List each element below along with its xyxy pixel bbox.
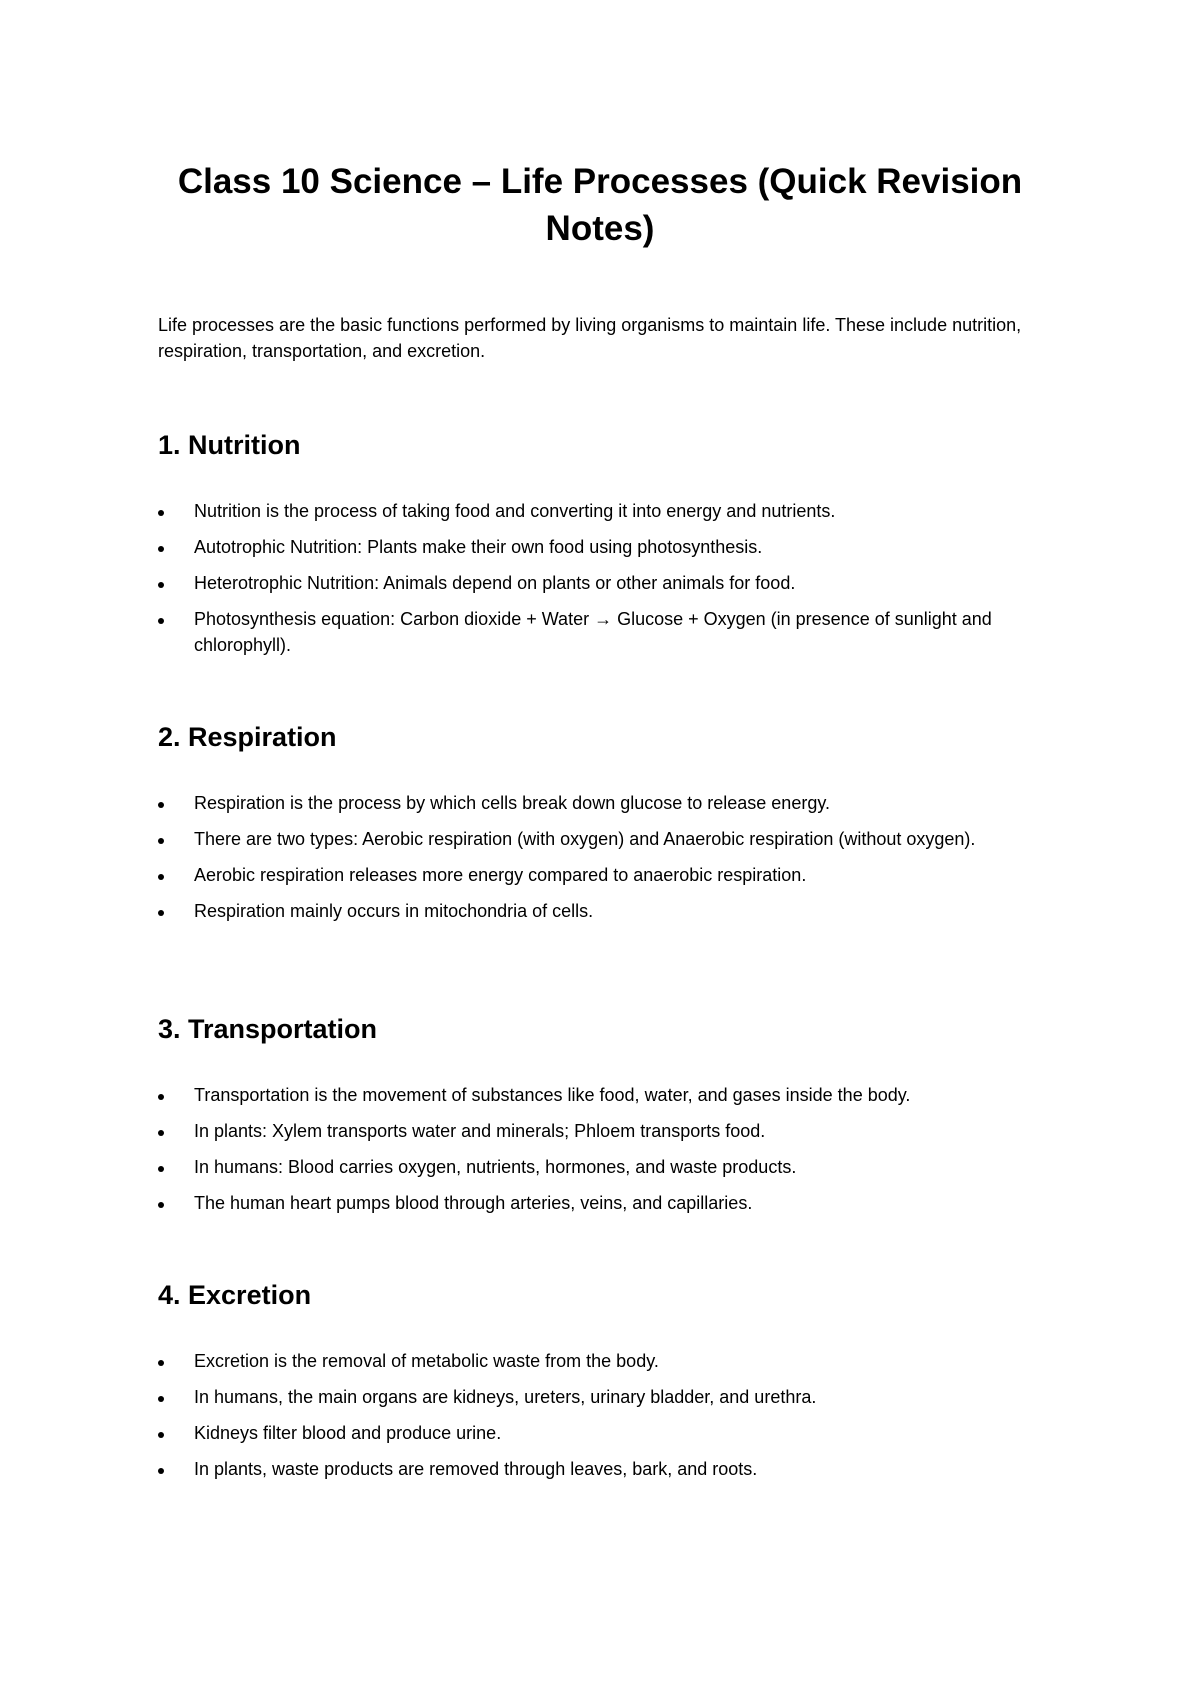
- bullet-icon: [158, 874, 164, 880]
- bullet-icon: [158, 802, 164, 808]
- section-heading: 4. Excretion: [158, 1280, 312, 1310]
- bullet-icon: [158, 1468, 164, 1474]
- list-item: [158, 534, 1058, 560]
- bullet-list: [158, 1348, 1058, 1492]
- bullet-list: [158, 1082, 1058, 1226]
- list-item-text: In humans, the main organs are kidneys, ureters, urinary bladder, and urethra.: [194, 1387, 817, 1407]
- list-item: [158, 1384, 1058, 1410]
- list-item: [158, 862, 1058, 888]
- bullet-icon: [158, 510, 164, 516]
- list-item-text: Heterotrophic Nutrition: Animals depend on plants or other animals for food.: [194, 573, 796, 593]
- intro-paragraph: Life processes are the basic functions performed by living organisms to maintain life. These include nutrition, respiration, transportation, and excretion.: [158, 315, 1022, 361]
- section-heading: 1. Nutrition: [158, 430, 301, 460]
- list-item: [158, 498, 1058, 524]
- list-item: [158, 826, 1058, 852]
- list-item: [158, 1190, 1058, 1216]
- section-respiration: [158, 720, 1058, 921]
- page-title: Class 10 Science – Life Processes (Quick Revision Notes): [177, 162, 1023, 248]
- bullet-icon: [158, 1396, 164, 1402]
- section-heading: 2. Respiration: [158, 722, 337, 752]
- section-heading: 3. Transportation: [158, 1014, 378, 1044]
- list-item: [158, 1118, 1058, 1144]
- list-item-text: Respiration mainly occurs in mitochondria of cells.: [194, 901, 594, 921]
- list-item-text: In plants, waste products are removed through leaves, bark, and roots.: [194, 1459, 758, 1479]
- bullet-list: [158, 790, 1058, 934]
- list-item: [158, 1456, 1058, 1482]
- list-item: [158, 1420, 1058, 1446]
- bullet-icon: [158, 1166, 164, 1172]
- list-item: [158, 898, 1058, 924]
- list-item-text: There are two types: Aerobic respiration (with oxygen) and Anaerobic respiration (without oxygen).: [194, 829, 976, 849]
- list-item-text: In humans: Blood carries oxygen, nutrients, hormones, and waste products.: [194, 1157, 797, 1177]
- list-item-text: The human heart pumps blood through arteries, veins, and capillaries.: [194, 1193, 753, 1213]
- list-item-text: Excretion is the removal of metabolic waste from the body.: [194, 1351, 659, 1371]
- list-item: [158, 570, 1058, 596]
- bullet-icon: [158, 1432, 164, 1438]
- list-item: [158, 1082, 1058, 1108]
- list-item-text: Autotrophic Nutrition: Plants make their own food using photosynthesis.: [194, 537, 763, 557]
- list-item: [158, 790, 1058, 816]
- bullet-icon: [158, 1094, 164, 1100]
- list-item-text: Transportation is the movement of substances like food, water, and gases inside the body.: [194, 1085, 911, 1105]
- bullet-icon: [158, 1202, 164, 1208]
- list-item-text: Nutrition is the process of taking food and converting it into energy and nutrients.: [194, 501, 836, 521]
- list-item-text: In plants: Xylem transports water and minerals; Phloem transports food.: [194, 1121, 766, 1141]
- list-item-text: Photosynthesis equation: Carbon dioxide + Water → Glucose + Oxygen (in presence of sunlight and chlorophyll).: [194, 609, 992, 655]
- section-transportation: [158, 1012, 1058, 1213]
- list-item-text: Respiration is the process by which cells break down glucose to release energy.: [194, 793, 830, 813]
- bullet-icon: [158, 1360, 164, 1366]
- list-item: [158, 606, 1058, 658]
- bullet-icon: [158, 546, 164, 552]
- list-item: [158, 1348, 1058, 1374]
- bullet-list: [158, 498, 1058, 668]
- list-item: [158, 1154, 1058, 1180]
- section-excretion: [158, 1278, 1058, 1479]
- list-item-text: Kidneys filter blood and produce urine.: [194, 1423, 502, 1443]
- bullet-icon: [158, 618, 164, 624]
- section-nutrition: [158, 428, 1058, 655]
- list-item-text: Aerobic respiration releases more energy compared to anaerobic respiration.: [194, 865, 807, 885]
- bullet-icon: [158, 1130, 164, 1136]
- bullet-icon: [158, 838, 164, 844]
- bullet-icon: [158, 582, 164, 588]
- bullet-icon: [158, 910, 164, 916]
